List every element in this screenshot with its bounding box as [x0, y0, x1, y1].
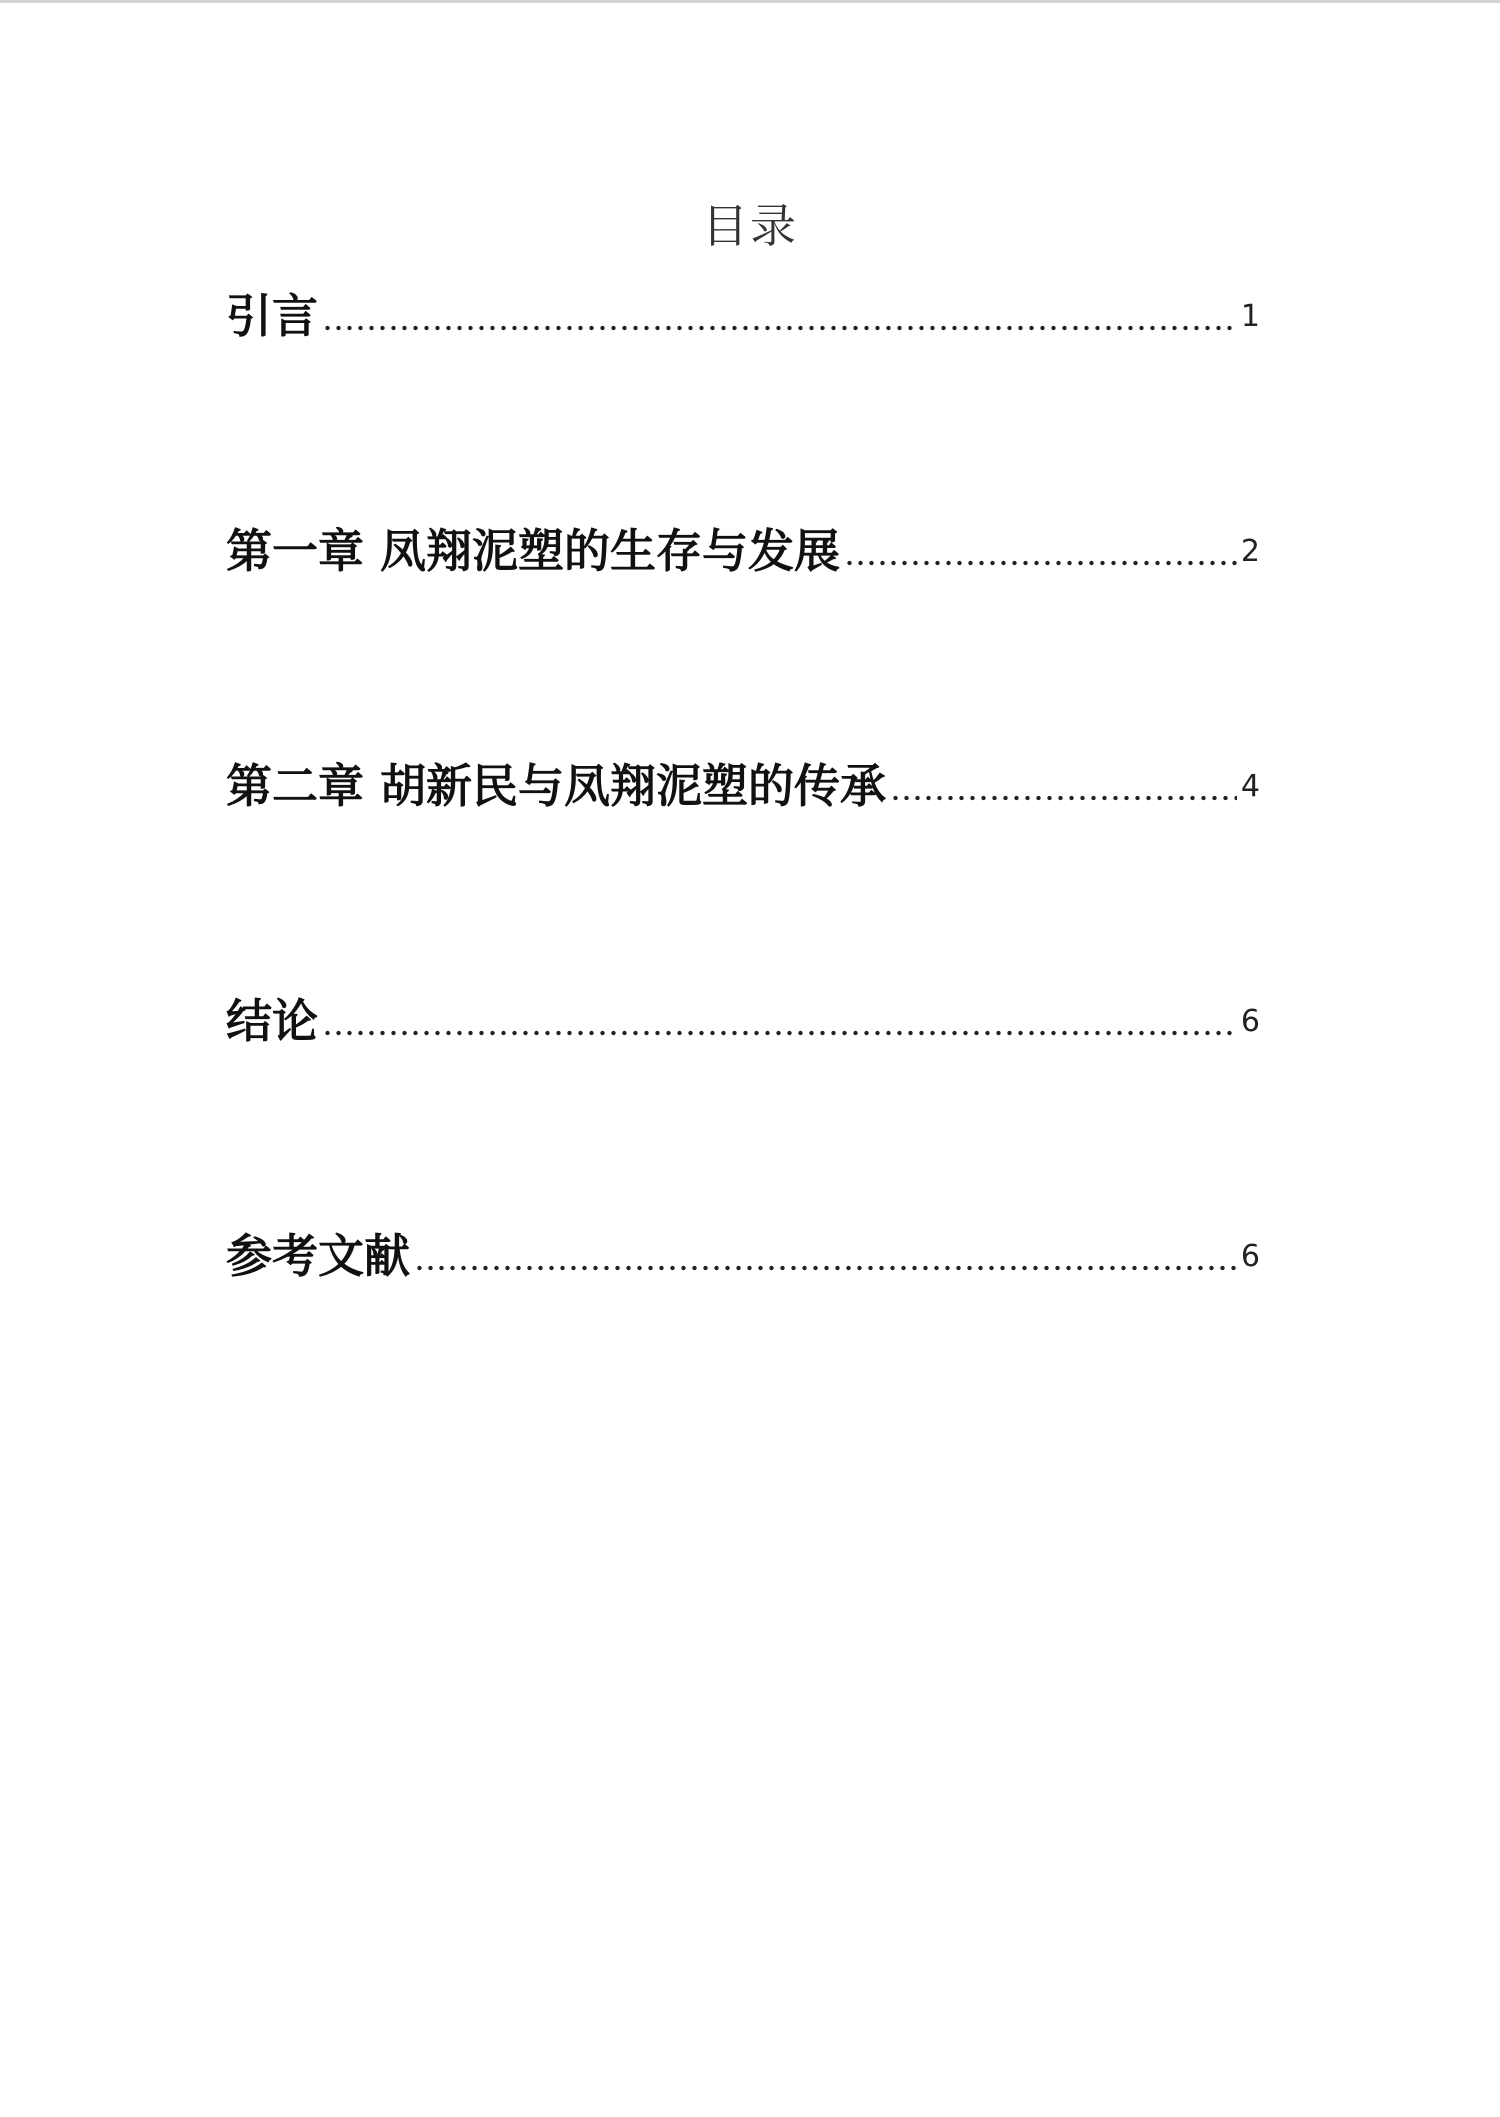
dot-leader: [322, 325, 1237, 331]
toc-title: 目录: [702, 199, 798, 253]
toc-entry-conclusion[interactable]: [226, 980, 1260, 1050]
toc-entry-chapter-1[interactable]: [226, 510, 1260, 580]
toc-entry-label: 第二章 胡新民与凤翔泥塑的传承: [226, 759, 887, 813]
toc-entry-introduction[interactable]: [226, 275, 1260, 345]
toc-entry-label: 结论: [226, 994, 318, 1048]
toc-entry-page-number: 6: [1240, 1004, 1260, 1039]
toc-entry-page-number: 2: [1240, 534, 1260, 569]
toc-entry-references[interactable]: [226, 1215, 1260, 1285]
dot-leader: [322, 1030, 1237, 1036]
toc-entry-label: 参考文献: [226, 1229, 410, 1283]
toc-entry-chapter-2[interactable]: [226, 745, 1260, 815]
toc-entry-page-number: 1: [1240, 299, 1260, 334]
toc-entry-page-number: 6: [1240, 1239, 1260, 1274]
toc-entry-page-number: 4: [1240, 769, 1260, 804]
toc-entry-label: 引言: [226, 289, 318, 343]
toc-entry-label: 第一章 凤翔泥塑的生存与发展: [226, 524, 841, 578]
dot-leader: [844, 560, 1237, 566]
dot-leader: [414, 1265, 1237, 1271]
dot-leader: [890, 795, 1237, 801]
